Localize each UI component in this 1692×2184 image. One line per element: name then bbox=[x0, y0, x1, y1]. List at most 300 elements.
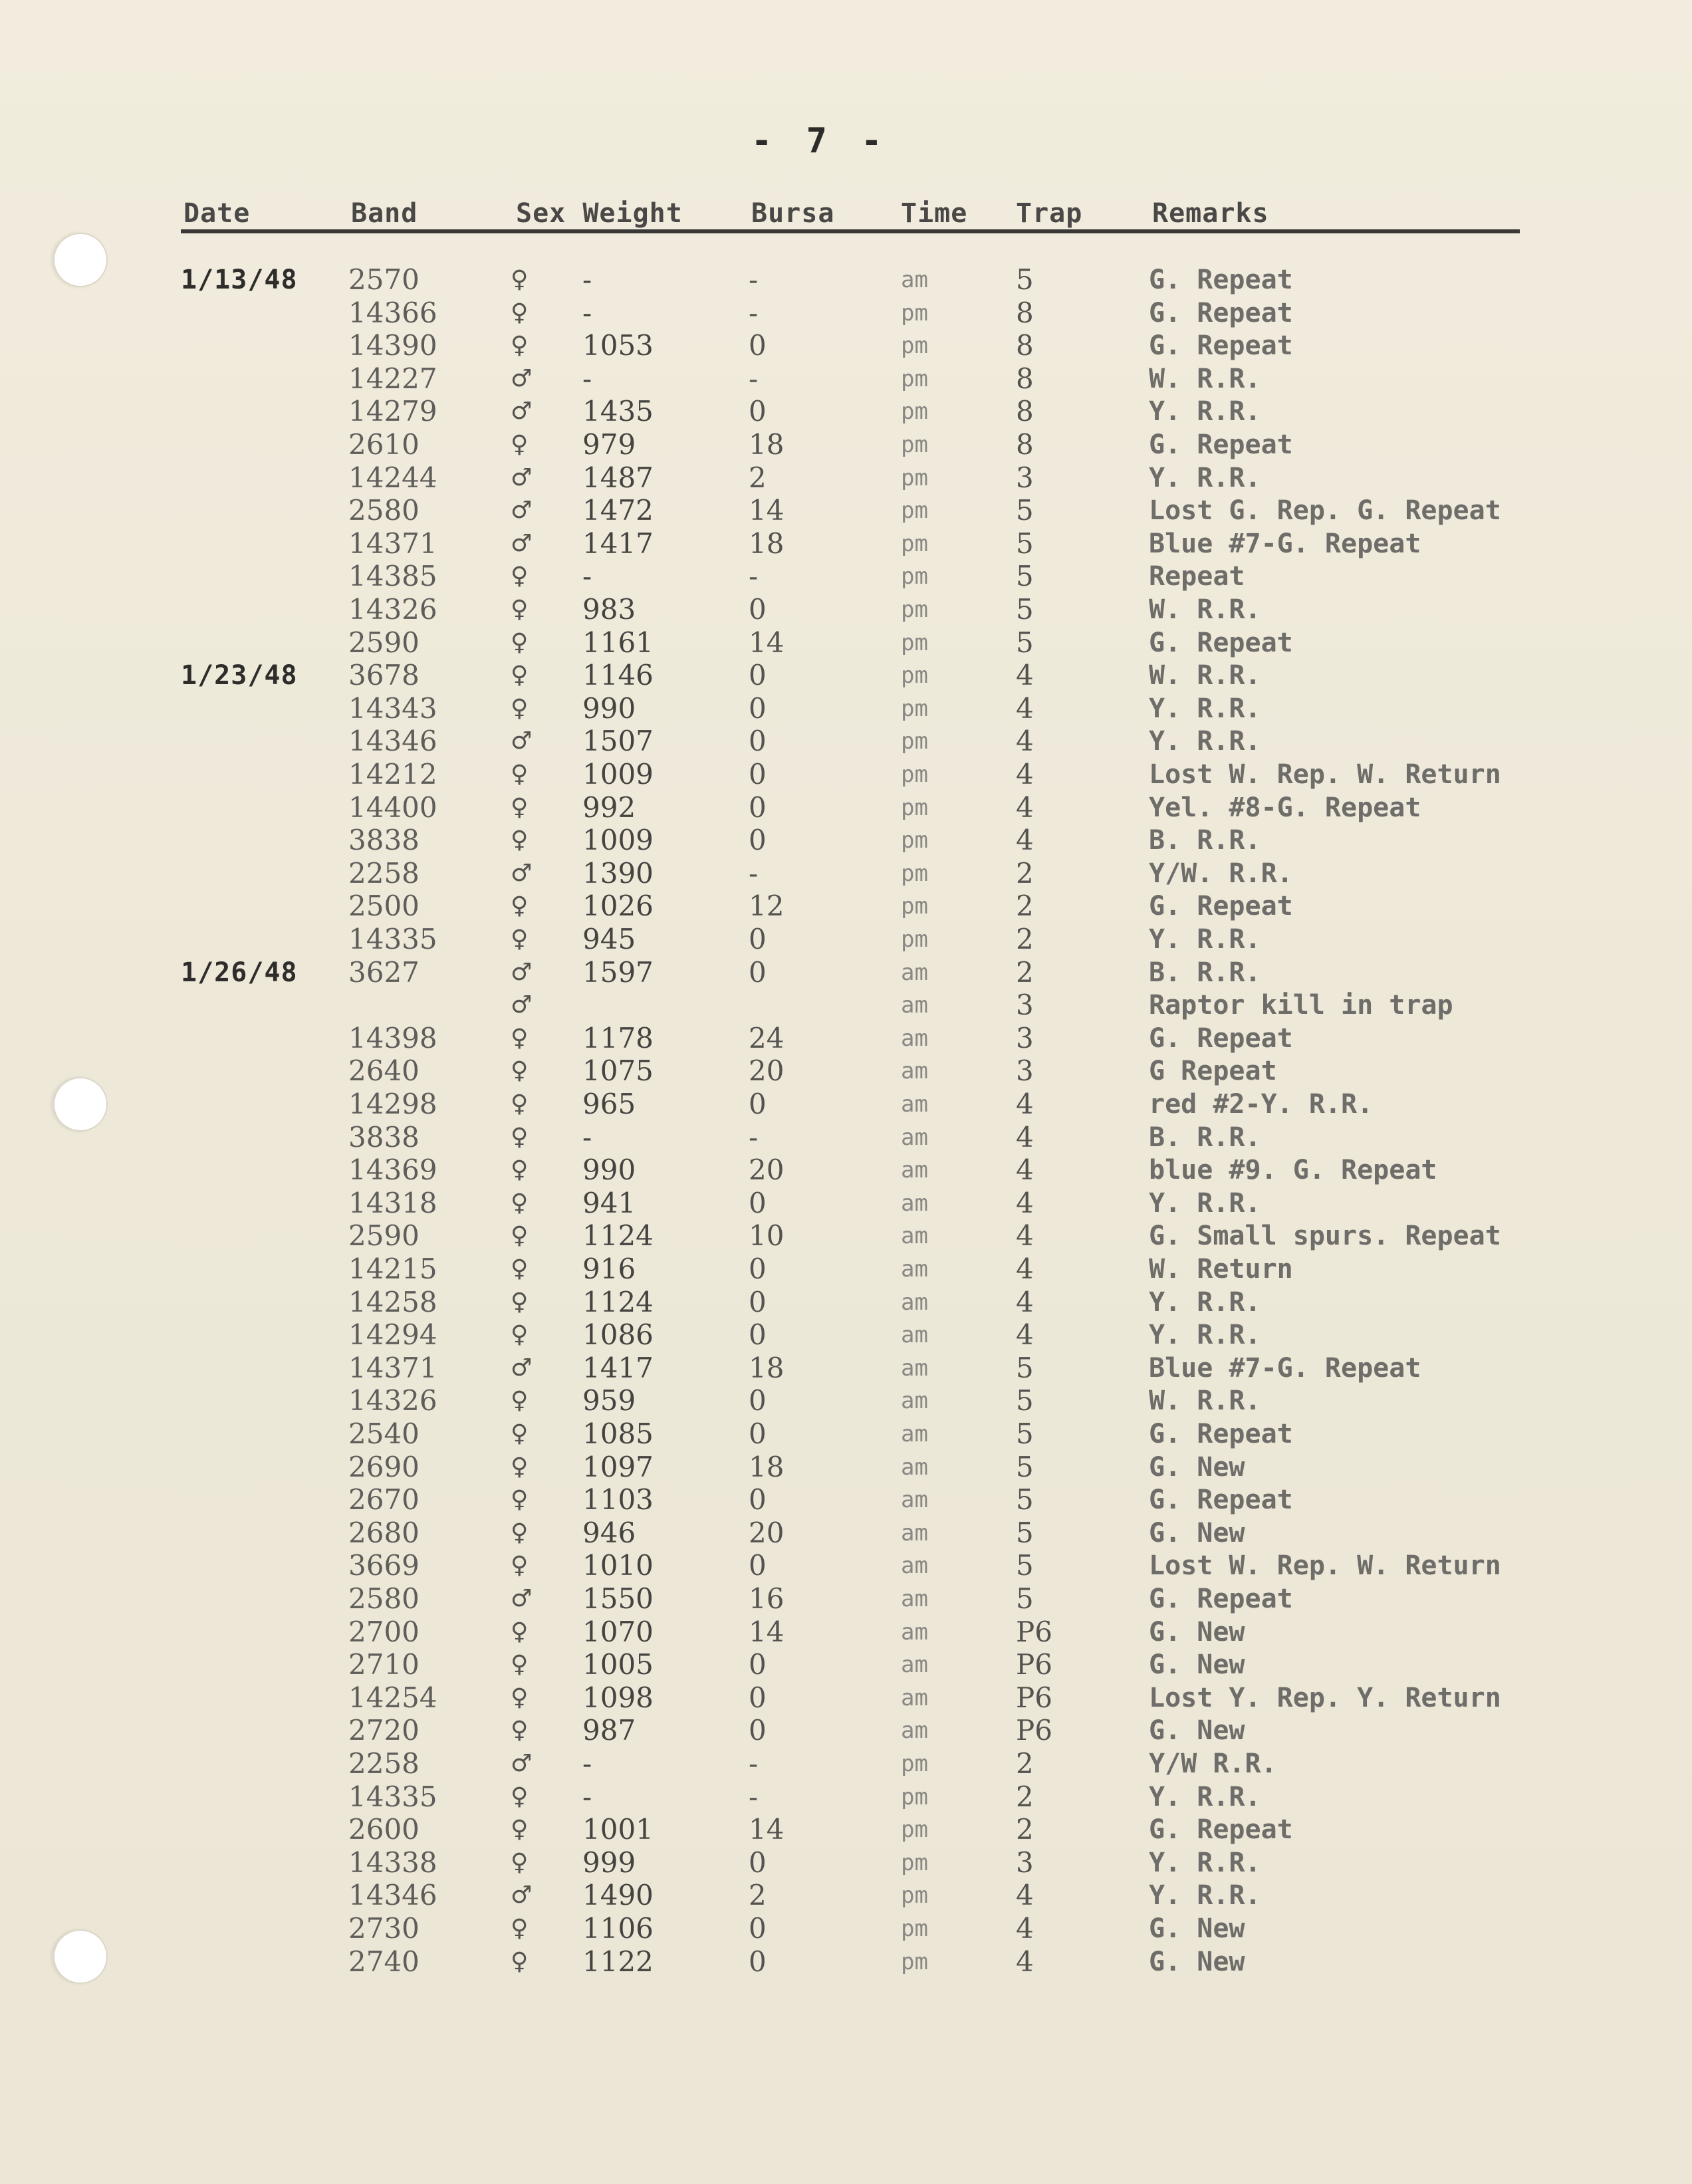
row-time: pm bbox=[901, 662, 928, 689]
row-trap: 5 bbox=[1016, 1384, 1034, 1417]
row-band: 2600 bbox=[348, 1813, 420, 1846]
row-trap: 8 bbox=[1016, 395, 1034, 428]
table-row bbox=[0, 1912, 1692, 1945]
row-time: am bbox=[901, 1717, 928, 1745]
row-trap: 5 bbox=[1016, 1582, 1034, 1615]
row-trap: 5 bbox=[1016, 494, 1034, 527]
table-row bbox=[0, 791, 1692, 824]
row-band: 3627 bbox=[348, 955, 420, 989]
row-bursa: 0 bbox=[749, 758, 767, 790]
row-remarks: G. Repeat bbox=[1149, 627, 1293, 658]
row-sex: ♀ bbox=[511, 1387, 529, 1415]
row-band: 3678 bbox=[348, 659, 420, 692]
row-time: pm bbox=[901, 332, 928, 360]
table-row bbox=[0, 1384, 1692, 1417]
row-sex: ♀ bbox=[511, 266, 529, 293]
row-trap: P6 bbox=[1016, 1615, 1052, 1648]
row-remarks: red #2-Y. R.R. bbox=[1149, 1089, 1374, 1120]
row-bursa: 0 bbox=[749, 923, 767, 955]
table-row bbox=[0, 692, 1692, 725]
header-sex-weight: Sex Weight bbox=[516, 198, 683, 229]
row-time: am bbox=[901, 1651, 928, 1679]
table-row bbox=[0, 1714, 1692, 1747]
row-band: 14244 bbox=[348, 461, 437, 494]
row-trap: 3 bbox=[1016, 1054, 1034, 1088]
row-time: am bbox=[901, 1552, 928, 1580]
row-trap: 4 bbox=[1016, 1253, 1034, 1285]
row-trap: 5 bbox=[1016, 263, 1034, 296]
row-weight: 979 bbox=[582, 428, 636, 461]
row-time: am bbox=[901, 992, 928, 1019]
row-trap: 4 bbox=[1016, 691, 1034, 725]
row-trap: 8 bbox=[1016, 362, 1034, 395]
row-sex: ♀ bbox=[511, 1683, 529, 1711]
row-weight: 1146 bbox=[582, 659, 654, 692]
row-band: 14294 bbox=[348, 1318, 437, 1352]
row-bursa: 24 bbox=[749, 1021, 785, 1054]
row-sex: ♀ bbox=[511, 826, 529, 854]
row-bursa: 0 bbox=[749, 593, 767, 626]
row-sex: ♀ bbox=[511, 299, 529, 326]
row-date: 1/13/48 bbox=[181, 265, 298, 295]
row-weight: - bbox=[582, 1120, 592, 1153]
row-time: am bbox=[901, 267, 928, 293]
row-sex: ♀ bbox=[511, 1255, 529, 1282]
row-weight: 1487 bbox=[582, 461, 654, 494]
row-sex: ♀ bbox=[511, 596, 529, 623]
row-trap: 5 bbox=[1016, 1351, 1034, 1384]
row-time: pm bbox=[901, 563, 928, 590]
row-remarks: G. Repeat bbox=[1149, 297, 1293, 328]
row-time: am bbox=[901, 1058, 928, 1085]
table-row bbox=[0, 1187, 1692, 1220]
row-bursa: 20 bbox=[749, 1054, 785, 1088]
row-remarks: W. Return bbox=[1149, 1254, 1293, 1284]
row-trap: 5 bbox=[1016, 1450, 1034, 1483]
row-remarks: G. New bbox=[1149, 1451, 1245, 1483]
row-weight: 916 bbox=[582, 1253, 636, 1285]
row-trap: 5 bbox=[1016, 1483, 1034, 1517]
row-sex: ♀ bbox=[511, 1915, 529, 1942]
row-weight: 1106 bbox=[582, 1912, 654, 1945]
row-time: pm bbox=[901, 860, 928, 887]
table-row bbox=[0, 1616, 1692, 1649]
row-sex: ♀ bbox=[511, 793, 529, 821]
table-row bbox=[0, 857, 1692, 890]
row-sex: ♂ bbox=[511, 1585, 533, 1612]
row-trap: 4 bbox=[1016, 1945, 1034, 1978]
row-band: 2710 bbox=[348, 1648, 420, 1681]
row-sex: ♀ bbox=[511, 892, 529, 920]
table-row bbox=[0, 593, 1692, 626]
row-sex: ♀ bbox=[511, 1420, 529, 1447]
row-sex: ♀ bbox=[511, 1486, 529, 1514]
row-sex: ♂ bbox=[511, 727, 533, 755]
row-band: 14254 bbox=[348, 1681, 437, 1714]
row-trap: 4 bbox=[1016, 758, 1034, 790]
row-weight: 1009 bbox=[582, 824, 654, 857]
row-bursa: 0 bbox=[749, 1681, 767, 1714]
row-bursa: 0 bbox=[749, 1253, 767, 1285]
table-row bbox=[0, 1945, 1692, 1979]
row-remarks: Y. R.R. bbox=[1149, 1187, 1261, 1219]
row-trap: 2 bbox=[1016, 1813, 1034, 1846]
row-weight: 1103 bbox=[582, 1483, 654, 1517]
row-band: 14366 bbox=[348, 296, 437, 329]
row-bursa: 18 bbox=[749, 1450, 785, 1483]
row-weight: 1178 bbox=[582, 1021, 654, 1054]
row-bursa: 0 bbox=[749, 1186, 767, 1219]
row-time: pm bbox=[901, 299, 928, 326]
row-band: 2700 bbox=[348, 1615, 420, 1648]
row-sex: ♀ bbox=[511, 1518, 529, 1546]
row-weight: 1550 bbox=[582, 1582, 654, 1615]
row-bursa: 0 bbox=[749, 1417, 767, 1450]
row-trap: 4 bbox=[1016, 659, 1034, 692]
row-weight: 945 bbox=[582, 923, 636, 955]
row-time: pm bbox=[901, 1783, 928, 1810]
row-band: 2540 bbox=[348, 1417, 420, 1450]
row-time: am bbox=[901, 1189, 928, 1217]
row-band: 3669 bbox=[348, 1549, 420, 1582]
header-remarks: Remarks bbox=[1152, 198, 1269, 229]
page-number: - 7 - bbox=[751, 121, 889, 161]
row-band: 14258 bbox=[348, 1285, 437, 1318]
row-band: 14227 bbox=[348, 362, 437, 395]
row-bursa: 0 bbox=[749, 1285, 767, 1318]
table-row bbox=[0, 1813, 1692, 1846]
row-remarks: Y. R.R. bbox=[1149, 1286, 1261, 1318]
row-remarks: G. Repeat bbox=[1149, 1023, 1293, 1054]
table-row bbox=[0, 1121, 1692, 1154]
row-sex: ♀ bbox=[511, 1651, 529, 1679]
table-row bbox=[0, 1879, 1692, 1912]
row-sex: ♀ bbox=[511, 1123, 529, 1151]
row-remarks: Y. R.R. bbox=[1149, 693, 1261, 724]
row-bursa: 0 bbox=[749, 725, 767, 758]
row-trap: P6 bbox=[1016, 1648, 1052, 1681]
row-sex: ♀ bbox=[511, 925, 529, 953]
row-sex: ♂ bbox=[511, 859, 533, 887]
row-weight: 965 bbox=[582, 1088, 636, 1120]
row-remarks: G. New bbox=[1149, 1616, 1245, 1647]
row-time: pm bbox=[901, 728, 928, 755]
table-row bbox=[0, 824, 1692, 857]
row-weight: 990 bbox=[582, 691, 636, 725]
row-trap: 5 bbox=[1016, 1516, 1034, 1549]
header-band: Band bbox=[351, 198, 418, 229]
row-sex: ♀ bbox=[511, 1090, 529, 1118]
row-sex: ♂ bbox=[511, 991, 533, 1019]
row-bursa: 0 bbox=[749, 1912, 767, 1945]
row-sex: ♀ bbox=[511, 1552, 529, 1580]
row-bursa: 0 bbox=[749, 1549, 767, 1582]
row-bursa: 0 bbox=[749, 1846, 767, 1879]
table-row bbox=[0, 1681, 1692, 1715]
row-weight: 990 bbox=[582, 1153, 636, 1187]
row-sex: ♀ bbox=[511, 431, 529, 458]
table-row bbox=[0, 1253, 1692, 1286]
row-band: 2730 bbox=[348, 1912, 420, 1945]
table-row bbox=[0, 1451, 1692, 1484]
row-band: 14279 bbox=[348, 395, 437, 428]
row-band: 14346 bbox=[348, 1879, 437, 1912]
row-band: 2720 bbox=[348, 1714, 420, 1747]
table-row bbox=[0, 659, 1692, 692]
row-time: am bbox=[901, 1421, 928, 1447]
row-time: am bbox=[901, 1091, 928, 1118]
row-time: pm bbox=[901, 530, 928, 557]
row-band: 14400 bbox=[348, 790, 437, 824]
row-bursa: 0 bbox=[749, 1648, 767, 1681]
row-remarks: G. Repeat bbox=[1149, 1485, 1293, 1516]
row-bursa: - bbox=[749, 296, 759, 329]
row-bursa: 0 bbox=[749, 659, 767, 692]
table-row bbox=[0, 329, 1692, 362]
row-sex: ♀ bbox=[511, 1816, 529, 1844]
row-weight: - bbox=[582, 1780, 592, 1813]
table-row bbox=[0, 1219, 1692, 1253]
row-time: pm bbox=[901, 596, 928, 623]
row-remarks: Y. R.R. bbox=[1149, 924, 1261, 955]
row-time: pm bbox=[901, 497, 928, 525]
row-remarks: G. Repeat bbox=[1149, 891, 1293, 922]
row-band: 14371 bbox=[348, 527, 437, 560]
row-remarks: Y/W R.R. bbox=[1149, 1749, 1277, 1779]
row-remarks: G. Repeat bbox=[1149, 1584, 1293, 1614]
row-trap: 5 bbox=[1016, 593, 1034, 626]
table-row bbox=[0, 494, 1692, 527]
row-weight: 1070 bbox=[582, 1615, 654, 1648]
row-trap: 3 bbox=[1016, 461, 1034, 494]
row-band: 2580 bbox=[348, 1582, 420, 1615]
row-trap: 4 bbox=[1016, 790, 1034, 824]
row-time: am bbox=[901, 1453, 928, 1481]
row-sex: ♂ bbox=[511, 1354, 533, 1382]
row-weight: 1124 bbox=[582, 1285, 654, 1318]
row-sex: ♂ bbox=[511, 529, 533, 557]
row-time: am bbox=[901, 1388, 928, 1415]
row-remarks: G. New bbox=[1149, 1715, 1245, 1747]
row-remarks: G. New bbox=[1149, 1913, 1245, 1944]
row-trap: 2 bbox=[1016, 1747, 1034, 1780]
table-row bbox=[0, 1286, 1692, 1319]
row-bursa: 0 bbox=[749, 1714, 767, 1747]
row-sex: ♀ bbox=[511, 1222, 529, 1250]
row-remarks: Y. R.R. bbox=[1149, 726, 1261, 757]
row-bursa: 20 bbox=[749, 1516, 785, 1549]
row-weight: 1390 bbox=[582, 856, 654, 890]
row-band: 2590 bbox=[348, 1219, 420, 1253]
table-row bbox=[0, 890, 1692, 923]
row-trap: 3 bbox=[1016, 1846, 1034, 1879]
table-row bbox=[0, 1780, 1692, 1814]
row-remarks: Raptor kill in trap bbox=[1149, 990, 1453, 1021]
row-date: 1/23/48 bbox=[181, 660, 298, 691]
row-remarks: W. R.R. bbox=[1149, 363, 1261, 394]
row-sex: ♀ bbox=[511, 1947, 529, 1975]
row-bursa: - bbox=[749, 1780, 759, 1813]
row-time: pm bbox=[901, 827, 928, 854]
row-trap: 4 bbox=[1016, 1088, 1034, 1120]
row-bursa: 0 bbox=[749, 824, 767, 857]
row-weight: 987 bbox=[582, 1714, 636, 1747]
row-remarks: Y. R.R. bbox=[1149, 1847, 1261, 1878]
row-band: 14390 bbox=[348, 329, 437, 362]
row-weight: 1472 bbox=[582, 494, 654, 527]
row-time: pm bbox=[901, 1751, 928, 1777]
row-band: 14215 bbox=[348, 1253, 437, 1285]
row-weight: 1490 bbox=[582, 1879, 654, 1912]
row-remarks: G. Repeat bbox=[1149, 265, 1293, 295]
row-weight: 1053 bbox=[582, 329, 654, 362]
row-bursa: 12 bbox=[749, 890, 785, 923]
row-bursa: - bbox=[749, 263, 759, 296]
row-time: pm bbox=[901, 431, 928, 458]
row-bursa: - bbox=[749, 1747, 759, 1780]
row-bursa: 0 bbox=[749, 955, 767, 989]
row-band: 14343 bbox=[348, 691, 437, 725]
row-bursa: 18 bbox=[749, 1351, 785, 1384]
row-sex: ♂ bbox=[511, 1881, 533, 1909]
row-weight: 1001 bbox=[582, 1813, 654, 1846]
row-band: 2570 bbox=[348, 263, 420, 296]
row-weight: 1122 bbox=[582, 1945, 654, 1978]
row-weight: 1417 bbox=[582, 527, 654, 560]
row-time: am bbox=[901, 1223, 928, 1250]
row-remarks: blue #9. G. Repeat bbox=[1149, 1155, 1437, 1186]
row-remarks: Y/W. R.R. bbox=[1149, 858, 1293, 889]
table-row bbox=[0, 1517, 1692, 1550]
row-remarks: G. Repeat bbox=[1149, 1814, 1293, 1846]
row-sex: ♀ bbox=[511, 662, 529, 689]
row-band: 14371 bbox=[348, 1351, 437, 1384]
row-remarks: Y. R.R. bbox=[1149, 1781, 1261, 1812]
table-row bbox=[0, 1022, 1692, 1055]
row-remarks: Y. R.R. bbox=[1149, 462, 1261, 493]
row-trap: 8 bbox=[1016, 329, 1034, 362]
row-sex: ♀ bbox=[511, 1618, 529, 1645]
row-weight: 1435 bbox=[582, 395, 654, 428]
row-bursa: 20 bbox=[749, 1153, 785, 1187]
row-time: pm bbox=[901, 794, 928, 821]
row-bursa: - bbox=[749, 856, 759, 890]
table-row bbox=[0, 527, 1692, 560]
row-time: pm bbox=[901, 629, 928, 656]
row-sex: ♀ bbox=[511, 562, 529, 590]
row-remarks: Blue #7-G. Repeat bbox=[1149, 1352, 1421, 1384]
row-remarks: Yel. #8-G. Repeat bbox=[1149, 792, 1421, 823]
row-remarks: G. Repeat bbox=[1149, 429, 1293, 460]
row-trap: 5 bbox=[1016, 1417, 1034, 1450]
row-time: am bbox=[901, 1025, 928, 1052]
row-remarks: W. R.R. bbox=[1149, 1386, 1261, 1417]
row-sex: ♀ bbox=[511, 1024, 529, 1052]
row-remarks: Repeat bbox=[1149, 561, 1245, 592]
table-row bbox=[0, 1352, 1692, 1385]
row-band: 14318 bbox=[348, 1186, 437, 1219]
table-row bbox=[0, 758, 1692, 791]
row-remarks: Lost G. Rep. G. Repeat bbox=[1149, 495, 1501, 527]
row-remarks: Y. R.R. bbox=[1149, 1880, 1261, 1911]
table-row bbox=[0, 1648, 1692, 1681]
row-sex: ♀ bbox=[511, 1288, 529, 1316]
row-weight: - bbox=[582, 263, 592, 296]
row-remarks: Blue #7-G. Repeat bbox=[1149, 528, 1421, 559]
row-bursa: 18 bbox=[749, 428, 785, 461]
row-band: 14335 bbox=[348, 923, 437, 955]
row-sex: ♀ bbox=[511, 1057, 529, 1085]
row-trap: 4 bbox=[1016, 725, 1034, 758]
row-band: 2258 bbox=[348, 1747, 420, 1780]
row-time: am bbox=[901, 1256, 928, 1282]
row-band: 14212 bbox=[348, 758, 437, 790]
row-time: am bbox=[901, 1519, 928, 1546]
row-trap: 4 bbox=[1016, 1879, 1034, 1912]
row-remarks: Lost W. Rep. W. Return bbox=[1149, 759, 1501, 790]
row-sex: ♀ bbox=[511, 1156, 529, 1184]
row-remarks: Y. R.R. bbox=[1149, 1320, 1261, 1351]
row-weight: 992 bbox=[582, 790, 636, 824]
row-band: 2258 bbox=[348, 856, 420, 890]
row-trap: 4 bbox=[1016, 824, 1034, 857]
row-weight: 1098 bbox=[582, 1681, 654, 1714]
row-sex: ♀ bbox=[511, 1848, 529, 1876]
row-sex: ♂ bbox=[511, 364, 533, 392]
row-remarks: G. Small spurs. Repeat bbox=[1149, 1221, 1501, 1252]
row-bursa: 14 bbox=[749, 1615, 785, 1648]
row-time: am bbox=[901, 959, 928, 986]
row-time: am bbox=[901, 1586, 928, 1612]
row-time: am bbox=[901, 1157, 928, 1184]
table-row bbox=[0, 626, 1692, 660]
row-sex: ♂ bbox=[511, 958, 533, 986]
row-band: 14335 bbox=[348, 1780, 437, 1813]
row-bursa: 0 bbox=[749, 790, 767, 824]
row-weight: 1085 bbox=[582, 1417, 654, 1450]
row-band: 14326 bbox=[348, 593, 437, 626]
row-bursa: - bbox=[749, 1120, 759, 1153]
row-weight: 941 bbox=[582, 1186, 636, 1219]
row-time: am bbox=[901, 1354, 928, 1382]
table-row bbox=[0, 956, 1692, 989]
table-row bbox=[0, 725, 1692, 758]
row-time: pm bbox=[901, 761, 928, 788]
row-trap: 5 bbox=[1016, 626, 1034, 659]
row-remarks: W. R.R. bbox=[1149, 660, 1261, 691]
row-weight: 1026 bbox=[582, 890, 654, 923]
row-remarks: G Repeat bbox=[1149, 1056, 1277, 1087]
row-time: pm bbox=[901, 365, 928, 392]
row-bursa: 0 bbox=[749, 329, 767, 362]
row-trap: 8 bbox=[1016, 428, 1034, 461]
row-weight: 1124 bbox=[582, 1219, 654, 1253]
row-trap: 4 bbox=[1016, 1153, 1034, 1187]
row-bursa: 0 bbox=[749, 1318, 767, 1352]
row-time: pm bbox=[901, 1948, 928, 1975]
row-band: 2610 bbox=[348, 428, 420, 461]
row-weight: 1010 bbox=[582, 1549, 654, 1582]
row-band: 14346 bbox=[348, 725, 437, 758]
row-band: 2640 bbox=[348, 1054, 420, 1088]
row-weight: 959 bbox=[582, 1384, 636, 1417]
row-weight: - bbox=[582, 362, 592, 395]
row-sex: ♀ bbox=[511, 332, 529, 360]
row-sex: ♀ bbox=[511, 1717, 529, 1745]
table-row bbox=[0, 362, 1692, 396]
row-sex: ♀ bbox=[511, 628, 529, 656]
row-bursa: 14 bbox=[749, 626, 785, 659]
